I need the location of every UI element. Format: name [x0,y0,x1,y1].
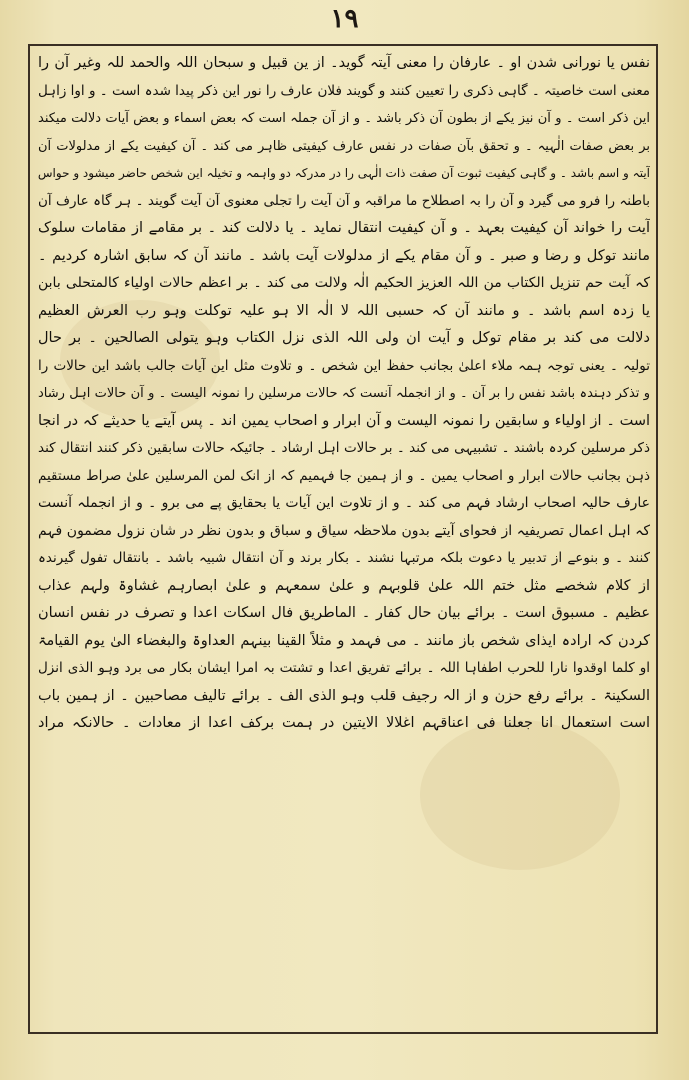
text-line: باطنہ را فرو می گیرد و آن را بہ اصطلاح ما مراقبہ و آن آیت را تجلی معنوی آن آیت گویند ۔ ہر گاہ عارف آن [38,192,650,209]
text-line: دلالت می کند بر مقام توکل و آیت ان ولی اللہ الذی نزل الکتاب وہو یتولی الصالحین ۔ بر حال [38,330,650,346]
text-line: ذہن بجانب حالات ابرار و اصحاب یمین ۔ و از ہمین جا فہمیم کہ از انک لمن المرسلین علیٰ صراط مستقیم [38,467,650,484]
text-line: آیت را خواند آن کیفیت بعہد ۔ و آن کیفیت انتقال نماید ۔ یا دلالت کند ۔ بر مقامے از مقامات سلوک [38,220,650,236]
text-line: این ذکر است ۔ و آن نیز یکے از بطون آن ذکر باشد ۔ و از آن جملہ است کہ بعض اسماء و بعض آیات دلالت میکند [38,111,650,126]
text-line: است استعمال انا جعلنا فی اعناقہم اغلالا الایتین در ہمت برکف اعدا از معادات ۔ حالانکہ مراد [38,715,650,731]
text-line: یا زدہ اسم باشد ۔ و مانند آن کہ حسبی اللہ لا الٰہ الا ہو علیہ توکلت وہو رب العرش العظیم [38,302,650,319]
text-line: بر بعض صفات الٰہیہ ۔ و تحقق بآن صفات در نفس عارف کیفیتی ظاہر می کند ۔ آن کیفیت یکے از مدلولات آن [38,138,650,154]
page-number: ١٩ [330,4,359,34]
text-line: نفس یا نورانی شدن او ۔ عارفان را معنی آیتہ گوید۔ از ین قبیل و سبحان اللہ والحمد للہ وغیر آن را [38,55,650,71]
text-line: کہ آیت حم تنزیل الکتاب من اللہ العزیز الحکیم الٰہ ولالت می کند ۔ بر اعظم حالات اولیاء کالمتحلی بابن [38,275,650,291]
text-line: کردن کہ ارادہ ایذای شخص باز مانند ۔ می فہمد و مثلاً القینا بینہم العداوۃ والبغضاء الیٰ یوم القیامۃ [38,632,650,649]
text-line: السکینۃ ۔ برائے رفع حزن و از الہ رجیف قلب وہو الذی الف ۔ برائے تالیف مصاحبین ۔ از ہمین باب [38,687,650,704]
text-line: عارف حالیہ اصحاب ارشاد فہم می کند ۔ و از تلاوت این آیات یا بحقایق پے می برو ۔ و از انجملہ آنست [38,495,650,511]
text-line: کنند ۔ و بنوعے از تدبیر یا دعوت بلکہ مرتبہا نشند ۔ بکار برند و آن انتقال شبیہ باشد ۔ بانتقال تفول گیرندہ [38,550,650,566]
text-line: و تذکر دہندہ باشد نفس را بر آن ۔ و از انجملہ آنست کہ حالات مرسلین را نمونہ الیست ۔ و آن حالات اہل رشاد [38,386,650,401]
text-line: عظیم ۔ مسبوق است ۔ برائے بیان حال کفار ۔ الماطریق فال اسکات اعدا و تصرف در نفس انسان [38,605,650,621]
text-body [38,50,650,1030]
text-line: او کلما اوقدوا نارا للحرب اطفاہا اللہ ۔ برائے تفریق اعدا و تشتت بہ امرا ایشان بکار می برد وہو الذی انزل [38,660,650,676]
text-line: مانند توکل و رضا و صبر ۔ و آن مقام یکے از مدلولات آیت باشد ۔ مانند آن کہ سابق اشارہ کردیم ۔ [38,247,650,264]
text-line: از کلام شخصے مثل ختم اللہ علیٰ قلوبہم و علیٰ سمعہم و علیٰ ابصارہم غشاوۃ ولہم عذاب [38,577,650,594]
text-line: ذکر مرسلین کردہ باشند ۔ تشبیہی می کند ۔ بر حالات اہل ارشاد ۔ جائیکہ حالات سابقین ذکر کنند انتقال کند [38,440,650,456]
text-line: است ۔ از اولیاء و سابقین را نمونہ الیست و آن ابرار و اصحاب یمین اند ۔ پس آیتے یا حدیثے کہ در انجا [38,412,650,429]
text-line: معنی است خاصیتہ ۔ گاہی ذکری را تعیین کنند و گویند فلان عارف را نور این ذکر پیدا شدہ است ۔ و اوا زاہل [38,82,650,99]
text-line: تولیہ ۔ یعنی توجہ ہمہ ملاء اعلیٰ بجانب حفظ این شخص ۔ و تلاوت مثل این آیات جالب باشد این حالات را [38,357,650,374]
text-line: کہ اہل اعمال تصریفیہ از فحوای آیتے بدون ملاحظہ سیاق و سباق و بدون نظر در شان نزول مضمون فہم [38,522,650,539]
text-line: آیتہ و اسم باشد ۔ و گاہی کیفیت ثبوت آن صفت ذات الٰہی را در مدرکہ دو واہمہ و تخیلہ این شخص حاضر میشود و حواس [38,166,650,180]
